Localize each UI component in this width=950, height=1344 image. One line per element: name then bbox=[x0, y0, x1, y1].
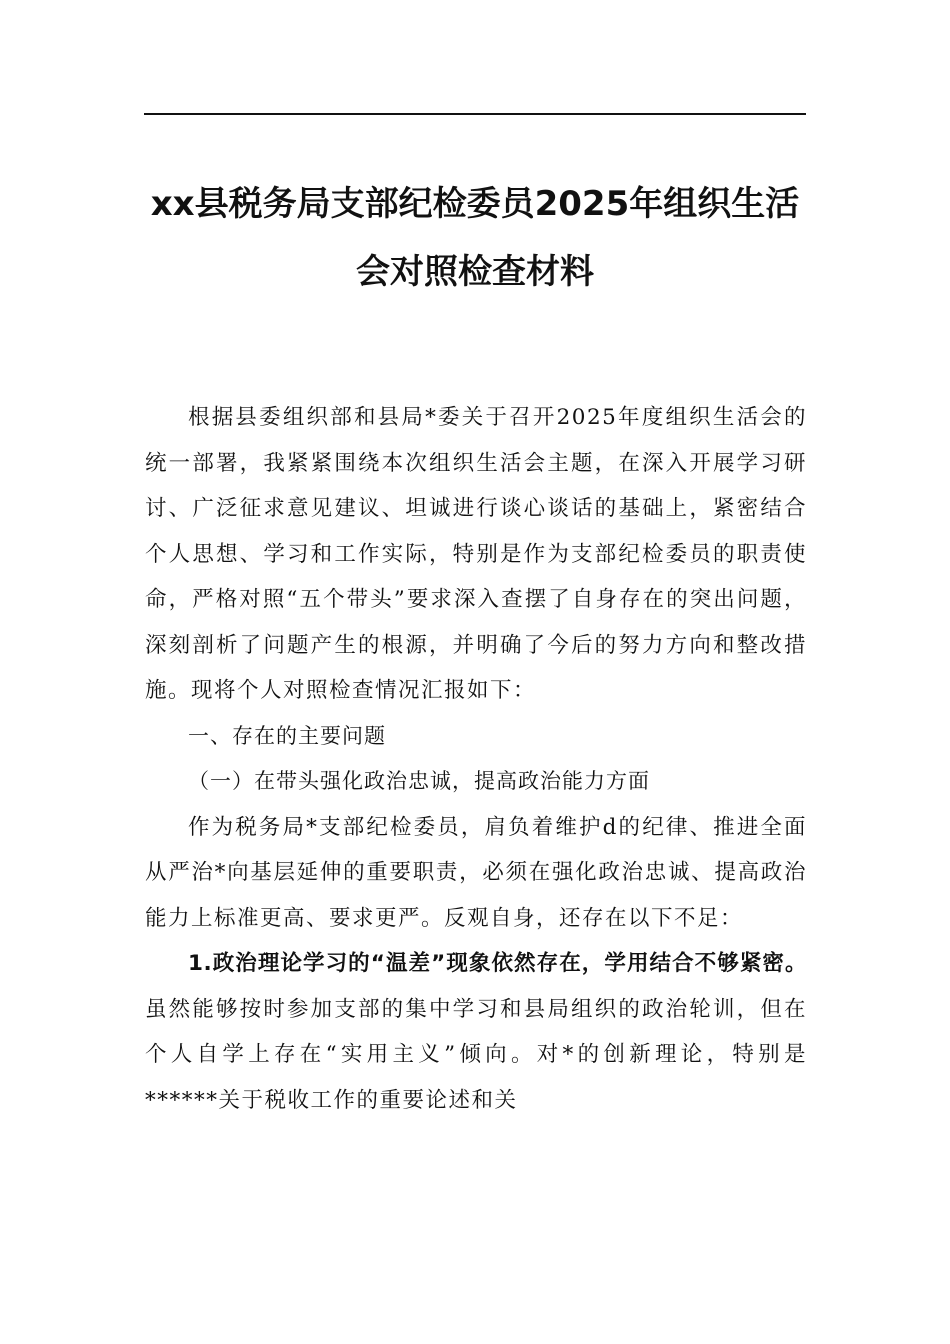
intro-paragraph: 根据县委组织部和县局*委关于召开2025年度组织生活会的统一部署，我紧紧围绕本次组织生活会主题，在深入开展学习研讨、广泛征求意见建议、坦诚进行谈心谈话的基础上，紧密结合个人思想、学习和工作实际，特别是作为支部纪检委员的职责使命，严格对照“五个带头”要求深入查摆了自身存在的突出问题，深刻剖析了问题产生的根源，并明确了今后的努力方向和整改措施。现将个人对照检查情况汇报如下： bbox=[145, 405, 807, 703]
header-rule bbox=[144, 113, 806, 115]
title-line-2: 会对照检查材料 bbox=[356, 252, 594, 292]
subsection-heading: （一）在带头强化政治忠诚，提高政治能力方面 bbox=[188, 769, 650, 793]
section-heading: 一、存在的主要问题 bbox=[188, 723, 386, 748]
document-body bbox=[145, 395, 807, 1123]
document-title bbox=[130, 170, 820, 306]
subsection-paragraph: 作为税务局*支部纪检委员，肩负着维护d的纪律、推进全面从严治*向基层延伸的重要职责，必须在强化政治忠诚、提高政治能力上标准更高、要求更严。反观自身，还存在以下不足： bbox=[145, 814, 807, 931]
item-paragraph bbox=[145, 941, 807, 1123]
item-lead: 1.政治理论学习的“温差”现象依然存在，学用结合不够紧密。 bbox=[188, 951, 807, 976]
item-text: 虽然能够按时参加支部的集中学习和县局组织的政治轮训，但在个人自学上存在“实用主义”倾向。对*的创新理论，特别是******关于税收工作的重要论述和关 bbox=[145, 996, 807, 1113]
title-line-1: xx县税务局支部纪检委员2025年组织生活 bbox=[150, 184, 800, 224]
